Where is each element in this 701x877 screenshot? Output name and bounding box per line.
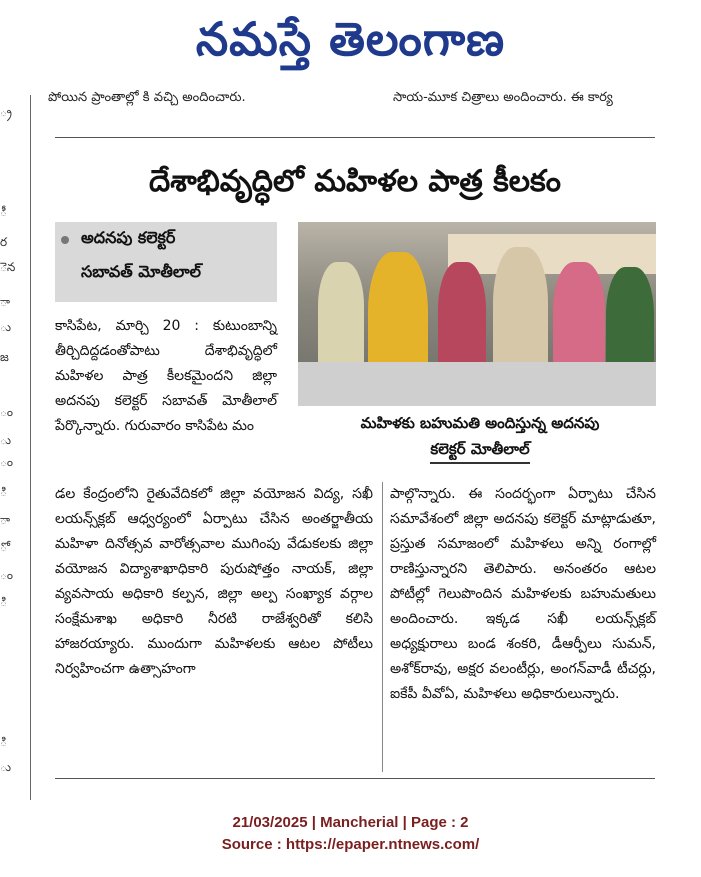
byline-name: సబావత్ మోతీలాల్ xyxy=(81,262,201,281)
bottom-rule xyxy=(55,778,655,779)
byline-box xyxy=(55,222,277,302)
masthead-title: నమస్తే తెలంగాణ xyxy=(195,12,506,66)
caption-line1: మహిళకు బహుమతి అందిస్తున్న అదనపు xyxy=(360,414,600,432)
bullet-icon xyxy=(61,236,69,244)
cropped-text-left: పోయిన ప్రాంతాల్లో కి వచ్చి అందించారు. xyxy=(48,90,246,105)
column-divider xyxy=(382,482,383,772)
top-rule xyxy=(55,137,655,138)
cropped-text-right: సాయ-మూక చిత్రాలు అందించారు. ఈ కార్య xyxy=(393,90,613,105)
page-margin-rule xyxy=(30,95,31,800)
photo-table xyxy=(298,362,656,406)
scan-margin-fragments: ్ర ీ ర ెన ా ు జ ం ు ం ి ా ో ం ి ి ు xyxy=(0,105,16,774)
photo-caption xyxy=(305,410,655,464)
cropped-prior-article-line xyxy=(48,88,701,108)
article-paragraph-left-top: కాసిపేట, మార్చి 20 : కుటుంబాన్ని తీర్చిదిద్దడంతోపాటు దేశాభివృద్ధిలో మహిళల పాత్ర కీలకమైందని జిల్లా అదనపు కలెక్టర్ సబావత్ మోతీలాల్ పేర్కొన్నారు. గురువారం కాసిపేట మం xyxy=(55,318,277,434)
news-photo xyxy=(298,222,656,406)
byline-title: అదనపు కలెక్టర్ xyxy=(81,228,176,247)
article-paragraph-right: పాల్గొన్నారు. ఈ సందర్భంగా ఏర్పాటు చేసిన సమావేశంలో జిల్లా అదనపు కలెక్టర్ మాట్లాడుతూ, ప్రస్తుత సమాజంలో మహిళలు అన్ని రంగాల్లో రాణిస్తున్నారని తెలిపారు. అనంతరం ఆటల పోటీల్లో గెలుపొందిన మహిళలకు బహుమతులు అందించారు. ఇక్కడ సఖీ లయన్స్‌క్లబ్ అధ్యక్షురాలు బండ శంకరి, డీఆర్పీలు సుమన్, అశోక్‌రావు, అక్షర వలంటీర్లు, అంగన్‌వాడీ టీచర్లు, ఐకేపీ వీవోఏ, మహిళలు అధికారులున్నారు. xyxy=(390,486,656,702)
article-paragraph-left-bottom: డల కేంద్రంలోని రైతువేదికలో జిల్లా వయోజన విద్య, సఖీ లయన్స్‌క్లబ్ ఆధ్వర్యంలో ఏర్పాటు చేసిన అంతర్జాతీయ మహిళా దినోత్సవ వారోత్సవాల ముగింపు వేడుకలకు జిల్లా వయోజన విద్యాశాఖాధికారి పురుషోత్తం నాయక్, జిల్లా వ్యవసాయ అధికారి కల్పన, జిల్లా అల్ప సంఖ్యాక వర్గాల సంక్షేమశాఖ అధికారి నీరటి రాజేశ్వరితో కలిసి హాజరయ్యారు. ముందుగా మహిళలకు ఆటల పోటీలు నిర్వహించగా ఉత్సాహంగా xyxy=(55,486,373,677)
footer-date-edition-page: 21/03/2025 | Mancherial | Page : 2 xyxy=(232,814,469,831)
article-headline: దేశాభివృద్ధిలో మహిళల పాత్ర కీలకం xyxy=(149,164,561,199)
footer-source: Source : https://epaper.ntnews.com/ xyxy=(221,836,480,853)
caption-line2: కలెక్టర్ మోతీలాల్ xyxy=(430,436,529,464)
